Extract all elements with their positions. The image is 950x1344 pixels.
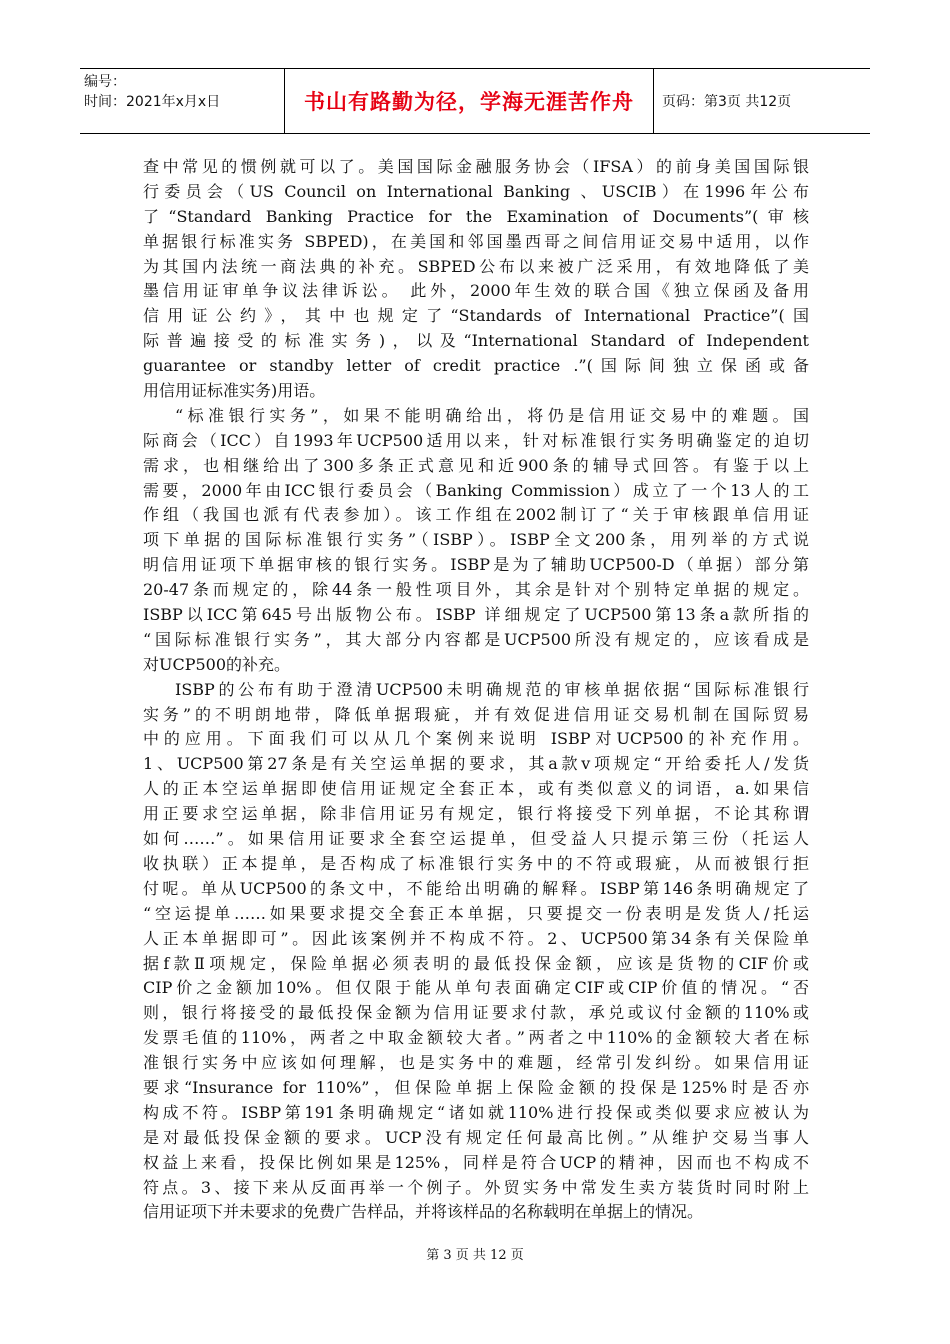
text-line: 权益上来看，投保比例如果是125%，同样是符合UCP的精神，因而也不构成不: [143, 1152, 809, 1172]
text-line: ISBP以ICC第645号出版物公布。ISBP 详细规定了UCP500第13条a款所指的: [143, 605, 809, 625]
text-line: 单据银行标准实务 SBPED)，在美国和邻国墨西哥之间信用证交易中适用，以作: [143, 231, 809, 251]
text-line: 作组（我国也派有代表参加）。该工作组在2002制订了“关于审核跟单信用证: [143, 505, 809, 525]
text-line: 收执联）正本提单，是否构成了标准银行实务中的不符或瑕疵，从而被银行拒: [143, 853, 809, 873]
text-line: 需要，2000年由ICC银行委员会（Banking Commission）成立了一个13人的工: [143, 480, 809, 500]
text-line: 则，银行将接受的最低投保金额为信用证要求付款，承兑或议付金额的110%或: [143, 1003, 809, 1023]
header-page-info: 页码：第3页 共12页: [662, 94, 792, 110]
text-line: 信用证公约》，其中也规定了“Standards of International Practice”(国: [143, 306, 809, 326]
text-line: 查中常见的惯例就可以了。美国国际金融服务协会（IFSA）的前身美国国际银: [143, 157, 809, 176]
text-line: 中的应用。下面我们可以从几个案例来说明 ISBP对UCP500的补充作用。: [143, 729, 809, 749]
text-line: 信用证项下并未要求的免费广告样品，并将该样品的名称载明在单据上的情况。: [143, 1202, 704, 1222]
text-line: 对UCP500的补充。: [143, 654, 291, 674]
time-label: 时间：2021年x月x日: [84, 94, 221, 110]
header-motto: 书山有路勤为径，学海无涯苦作舟: [284, 69, 654, 133]
text-line: 项下单据的国际标准银行实务”（ISBP）。ISBP全文200条，用列举的方式说: [143, 530, 809, 550]
text-line: guarantee or standby letter of credit practice .”(国际间独立保函或备: [143, 356, 809, 376]
text-line: 是对最低投保金额的要求。UCP没有规定任何最高比例。”从维护交易当事人: [143, 1127, 809, 1147]
text-line: 据f款Ⅱ项规定，保险单据必须表明的最低投保金额，应该是货物的CIF价或: [143, 953, 809, 973]
text-line: 符点。3、接下来从反面再举一个例子。外贸实务中常发生卖方装货时同时附上: [143, 1177, 809, 1197]
text-line: CIP价之金额加10%。但仅限于能从单句表面确定CIF或CIP价值的情况。“否: [143, 978, 809, 998]
text-line: ISBP的公布有助于澄清UCP500未明确规范的审核单据依据“国际标准银行: [175, 679, 809, 699]
text-line: 了“Standard Banking Practice for the Examination of Documents”(审核: [143, 206, 809, 226]
text-line: 用正要求空运单据，除非信用证另有规定，银行将接受下列单据，不论其称谓: [143, 804, 809, 824]
document-body: [143, 155, 809, 1225]
text-line: “标准银行实务”，如果不能明确给出，将仍是信用证交易中的难题。国: [175, 405, 809, 425]
number-label: 编号：: [84, 74, 126, 90]
text-line: 用信用证标准实务)用语。: [143, 381, 326, 401]
text-line: 1、UCP500第27条是有关空运单据的要求，其a款v项规定“开给委托人/发货: [143, 754, 809, 774]
text-line: 需求，也相继给出了300多条正式意见和近900条的辅导式回答。有鉴于以上: [143, 455, 809, 475]
text-line: “空运提单……如果要求提交全套正本单据，只要提交一份表明是发货人/托运: [143, 903, 809, 923]
text-line: 墨信用证审单争议法律诉讼。 此外，2000年生效的联合国《独立保函及备用: [143, 281, 809, 301]
text-line: 20-47条而规定的，除44条一般性项目外，其余是针对个别特定单据的规定。: [143, 580, 809, 600]
text-line: “国际标准银行实务”，其大部分内容都是UCP500所没有规定的，应该看成是: [143, 629, 809, 649]
text-line: 际普遍接受的标准实务)，以及“International Standard of Independent: [143, 331, 809, 351]
text-line: 实务”的不明朗地带，降低单据瑕疵，并有效促进信用证交易机制在国际贸易: [143, 704, 809, 724]
page-header: [80, 68, 870, 134]
header-meta: [80, 69, 284, 133]
page-footer: 第 3 页 共 12 页: [426, 1248, 524, 1263]
text-line: 人正本单据即可”。因此该案例并不构成不符。2、UCP500第34条有关保险单: [143, 928, 809, 948]
text-line: 明信用证项下单据审核的银行实务。ISBP是为了辅助UCP500-D（单据）部分第: [143, 555, 809, 575]
text-line: 构成不符。ISBP第191条明确规定“诸如就110%进行投保或类似要求应被认为: [143, 1102, 809, 1122]
text-line: 如何……”。如果信用证要求全套空运提单，但受益人只提示第三份（托运人: [143, 829, 809, 849]
text-line: 际商会（ICC）自1993年UCP500适用以来，针对标准银行实务明确鉴定的迫切: [143, 430, 809, 450]
text-line: 为其国内法统一商法典的补充。SBPED公布以来被广泛采用，有效地降低了美: [143, 256, 809, 276]
text-line: 准银行实务中应该如何理解，也是实务中的难题，经常引发纠纷。如果信用证: [143, 1053, 809, 1073]
text-line: 人的正本空运单据即使信用证规定全套正本，或有类似意义的词语，a.如果信: [143, 779, 809, 799]
text-line: 要求“Insurance for 110%”，但保险单据上保险金额的投保是125%时是否亦: [143, 1077, 809, 1097]
text-line: 付呢。单从UCP500的条文中，不能给出明确的解释。ISBP第146条明确规定了: [143, 878, 809, 898]
text-line: 发票毛值的110%，两者之中取金额较大者。”两者之中110%的金额较大者在标: [143, 1028, 809, 1048]
text-line: 行委员会（US Council on International Banking 、USCIB）在1996年公布: [143, 181, 809, 201]
